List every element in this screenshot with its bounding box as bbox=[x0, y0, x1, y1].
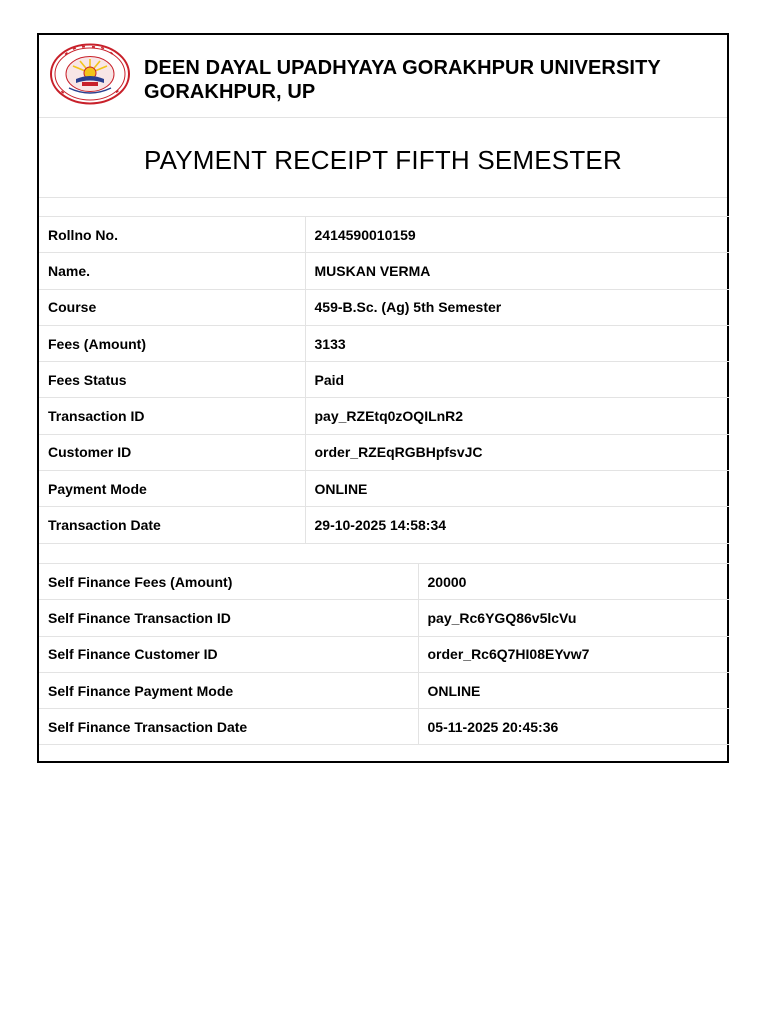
row-value: ONLINE bbox=[418, 672, 729, 708]
row-label: Self Finance Transaction Date bbox=[39, 709, 418, 745]
row-value: ONLINE bbox=[305, 471, 729, 507]
row-value: pay_RZEtq0zOQILnR2 bbox=[305, 398, 729, 434]
row-label: Name. bbox=[39, 253, 305, 289]
table-row bbox=[39, 600, 729, 636]
table-row bbox=[39, 289, 729, 325]
row-label: Customer ID bbox=[39, 434, 305, 470]
self-finance-table bbox=[39, 563, 729, 745]
table-row bbox=[39, 507, 729, 543]
university-logo-icon bbox=[49, 43, 131, 105]
row-value: 29-10-2025 14:58:34 bbox=[305, 507, 729, 543]
table-row bbox=[39, 398, 729, 434]
row-value: MUSKAN VERMA bbox=[305, 253, 729, 289]
row-value: pay_Rc6YGQ86v5lcVu bbox=[418, 600, 729, 636]
row-label: Self Finance Fees (Amount) bbox=[39, 564, 418, 600]
table-row bbox=[39, 362, 729, 398]
title-divider bbox=[39, 197, 727, 198]
university-name-line1: DEEN DAYAL UPADHYAYA GORAKHPUR UNIVERSITY bbox=[144, 57, 661, 79]
table-row bbox=[39, 709, 729, 745]
receipt-title: PAYMENT RECEIPT FIFTH SEMESTER bbox=[144, 145, 622, 175]
row-value: 2414590010159 bbox=[305, 217, 729, 253]
table-row bbox=[39, 434, 729, 470]
row-value: order_Rc6Q7HI08EYvw7 bbox=[418, 636, 729, 672]
table-row bbox=[39, 564, 729, 600]
receipt-header bbox=[39, 35, 727, 117]
row-label: Course bbox=[39, 289, 305, 325]
row-value: 3133 bbox=[305, 325, 729, 361]
header-divider bbox=[39, 117, 727, 118]
table-row bbox=[39, 636, 729, 672]
university-name bbox=[144, 56, 661, 104]
row-label: Self Finance Payment Mode bbox=[39, 672, 418, 708]
row-label: Fees Status bbox=[39, 362, 305, 398]
row-value: 459-B.Sc. (Ag) 5th Semester bbox=[305, 289, 729, 325]
row-value: order_RZEqRGBHpfsvJC bbox=[305, 434, 729, 470]
table-row bbox=[39, 253, 729, 289]
row-label: Self Finance Transaction ID bbox=[39, 600, 418, 636]
row-label: Fees (Amount) bbox=[39, 325, 305, 361]
row-value: 05-11-2025 20:45:36 bbox=[418, 709, 729, 745]
row-value: Paid bbox=[305, 362, 729, 398]
row-label: Rollno No. bbox=[39, 217, 305, 253]
payment-receipt bbox=[37, 33, 729, 763]
row-label: Transaction ID bbox=[39, 398, 305, 434]
table-row bbox=[39, 325, 729, 361]
university-name-line2: GORAKHPUR, UP bbox=[144, 81, 316, 103]
table-row bbox=[39, 672, 729, 708]
table-row bbox=[39, 471, 729, 507]
row-label: Transaction Date bbox=[39, 507, 305, 543]
payment-details-table bbox=[39, 216, 729, 544]
row-label: Self Finance Customer ID bbox=[39, 636, 418, 672]
row-value: 20000 bbox=[418, 564, 729, 600]
row-label: Payment Mode bbox=[39, 471, 305, 507]
table-row bbox=[39, 217, 729, 253]
